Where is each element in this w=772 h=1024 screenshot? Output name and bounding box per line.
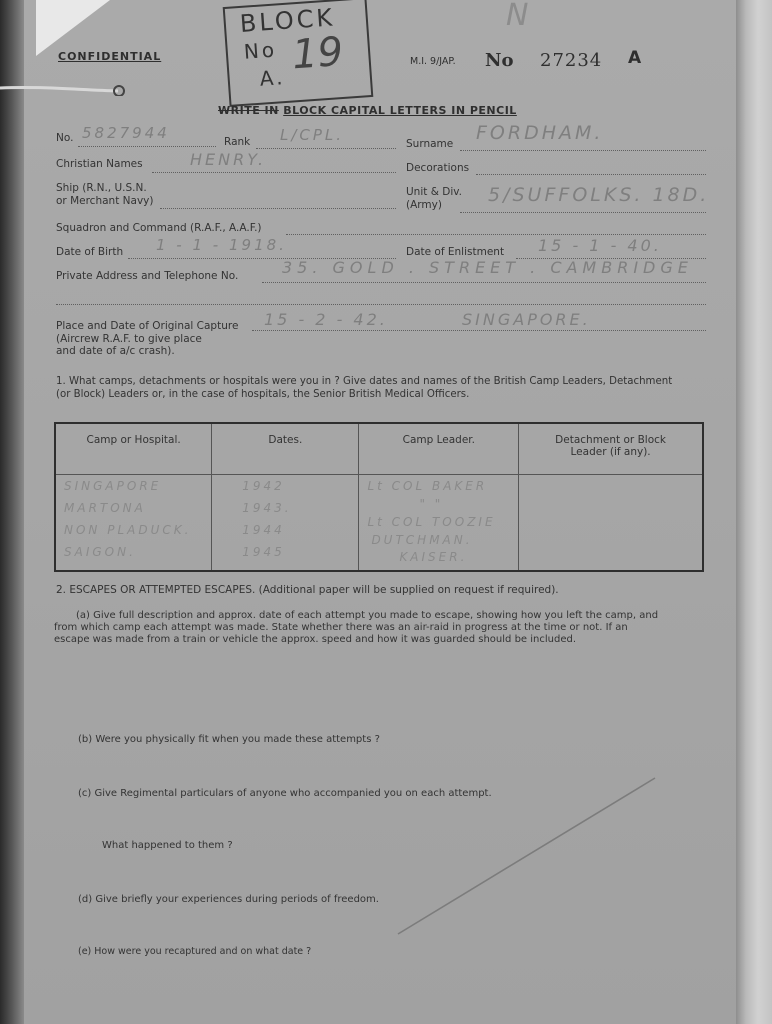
question-2e: (e) How were you recaptured and on what date ? (78, 946, 312, 957)
surname-value: FORDHAM. (476, 122, 604, 144)
question-1-line2: (or Block) Leaders or, in the case of hospitals, the Senior British Medical Officers. (56, 389, 470, 400)
service-number-value: 5827944 (82, 124, 170, 142)
stamp-block-text: BLOCK (238, 3, 337, 38)
capture-label-line1: Place and Date of Original Capture (56, 320, 239, 332)
question-2a-line2: from which camp each attempt was made. State whether there was an air-raid in progress at the time or not. If an (54, 622, 628, 633)
question-2b: (b) Were you physically fit when you made these attempts ? (78, 734, 380, 745)
date-entry: 1945 (242, 545, 285, 559)
corner-pencil-mark: N (506, 0, 532, 33)
leader-entry: KAISER. (399, 550, 468, 564)
christian-names-value: HENRY. (190, 150, 267, 169)
leader-entry: Lt COL BAKER (367, 479, 488, 493)
camp-entry: SINGAPORE (64, 479, 162, 493)
rank-value: L/CPL. (280, 126, 345, 144)
question-2c-followup: What happened to them ? (102, 840, 233, 851)
ship-label-line2: or Merchant Navy) (56, 195, 154, 207)
rank-label: Rank (224, 136, 251, 148)
service-number-label: No. (56, 132, 74, 144)
detachment-leader-column-header: Detachment or Block Leader (if any). (519, 423, 703, 475)
confidential-label: CONFIDENTIAL (58, 50, 162, 63)
camp-entry: NON PLADUCK. (64, 523, 192, 537)
leader-entry: Lt COL TOOZIE (367, 515, 496, 529)
enlistment-date-label: Date of Enlistment (406, 246, 505, 258)
stamp-no-text: No (243, 37, 278, 64)
date-of-birth-label: Date of Birth (56, 246, 124, 258)
camp-entry: MARTONA (64, 501, 146, 515)
address-label: Private Address and Telephone No. (56, 270, 239, 282)
instruction-struck-text: WRITE IN (218, 104, 279, 117)
question-2a-line3: escape was made from a train or vehicle the approx. speed and how it was guarded should be included. (54, 634, 577, 645)
capture-place-value: SINGAPORE. (462, 310, 591, 329)
capture-label-line2: (Aircrew R.A.F. to give place (56, 333, 202, 345)
unit-value: 5/SUFFOLKS. 18D. (488, 184, 710, 206)
leader-entry: DUTCHMAN. (371, 533, 473, 547)
date-of-birth-value: 1 - 1 - 1918. (156, 236, 287, 254)
surname-label: Surname (406, 138, 454, 150)
date-entry: 1944 (242, 523, 285, 537)
form-code: M.I. 9/JAP. (410, 56, 456, 67)
capture-label-line3: and date of a/c crash). (56, 345, 175, 357)
instruction-text: BLOCK CAPITAL LETTERS IN PENCIL (283, 104, 517, 117)
ship-label-line1: Ship (R.N., U.S.N. (56, 182, 147, 194)
question-2a-line1: (a) Give full description and approx. date of each attempt you made to escape, showing how you left the camp, and (76, 610, 659, 621)
christian-names-label: Christian Names (56, 158, 143, 170)
question-2d: (d) Give briefly your experiences during periods of freedom. (78, 894, 379, 905)
question-2c: (c) Give Regimental particulars of anyone who accompanied you on each attempt. (78, 788, 492, 799)
decorations-label: Decorations (406, 162, 470, 174)
unit-label-line1: Unit & Div. (406, 186, 462, 198)
camp-entry: SAIGON. (64, 545, 136, 559)
date-entry: 1943. (242, 501, 292, 515)
squadron-label: Squadron and Command (R.A.F., A.A.F.) (56, 222, 262, 234)
number-label: No (485, 50, 514, 71)
capture-date-value: 15 - 2 - 42. (264, 310, 388, 329)
enlistment-date-value: 15 - 1 - 40. (538, 236, 662, 255)
leader-entry: " " (419, 497, 444, 511)
question-2-title: 2. ESCAPES OR ATTEMPTED ESCAPES. (Additional paper will be supplied on request if required). (56, 584, 559, 596)
stamp-handwritten-number: 19 (290, 28, 345, 79)
date-entry: 1942 (242, 479, 285, 493)
camp-leader-column-header: Camp Leader. (359, 423, 519, 475)
stamp-a-text: A. (258, 64, 287, 91)
camp-column-header: Camp or Hospital. (55, 423, 212, 475)
form-number-suffix: A (628, 48, 642, 68)
form-number: 27234 (540, 50, 603, 71)
unit-label-line2: (Army) (406, 199, 442, 211)
question-1-line1: 1. What camps, detachments or hospitals were you in ? Give dates and names of the British Camp Leaders, Detachment (56, 376, 673, 387)
address-value: 35. GOLD . STREET . CAMBRIDGE (282, 258, 693, 277)
dates-column-header: Dates. (212, 423, 359, 475)
